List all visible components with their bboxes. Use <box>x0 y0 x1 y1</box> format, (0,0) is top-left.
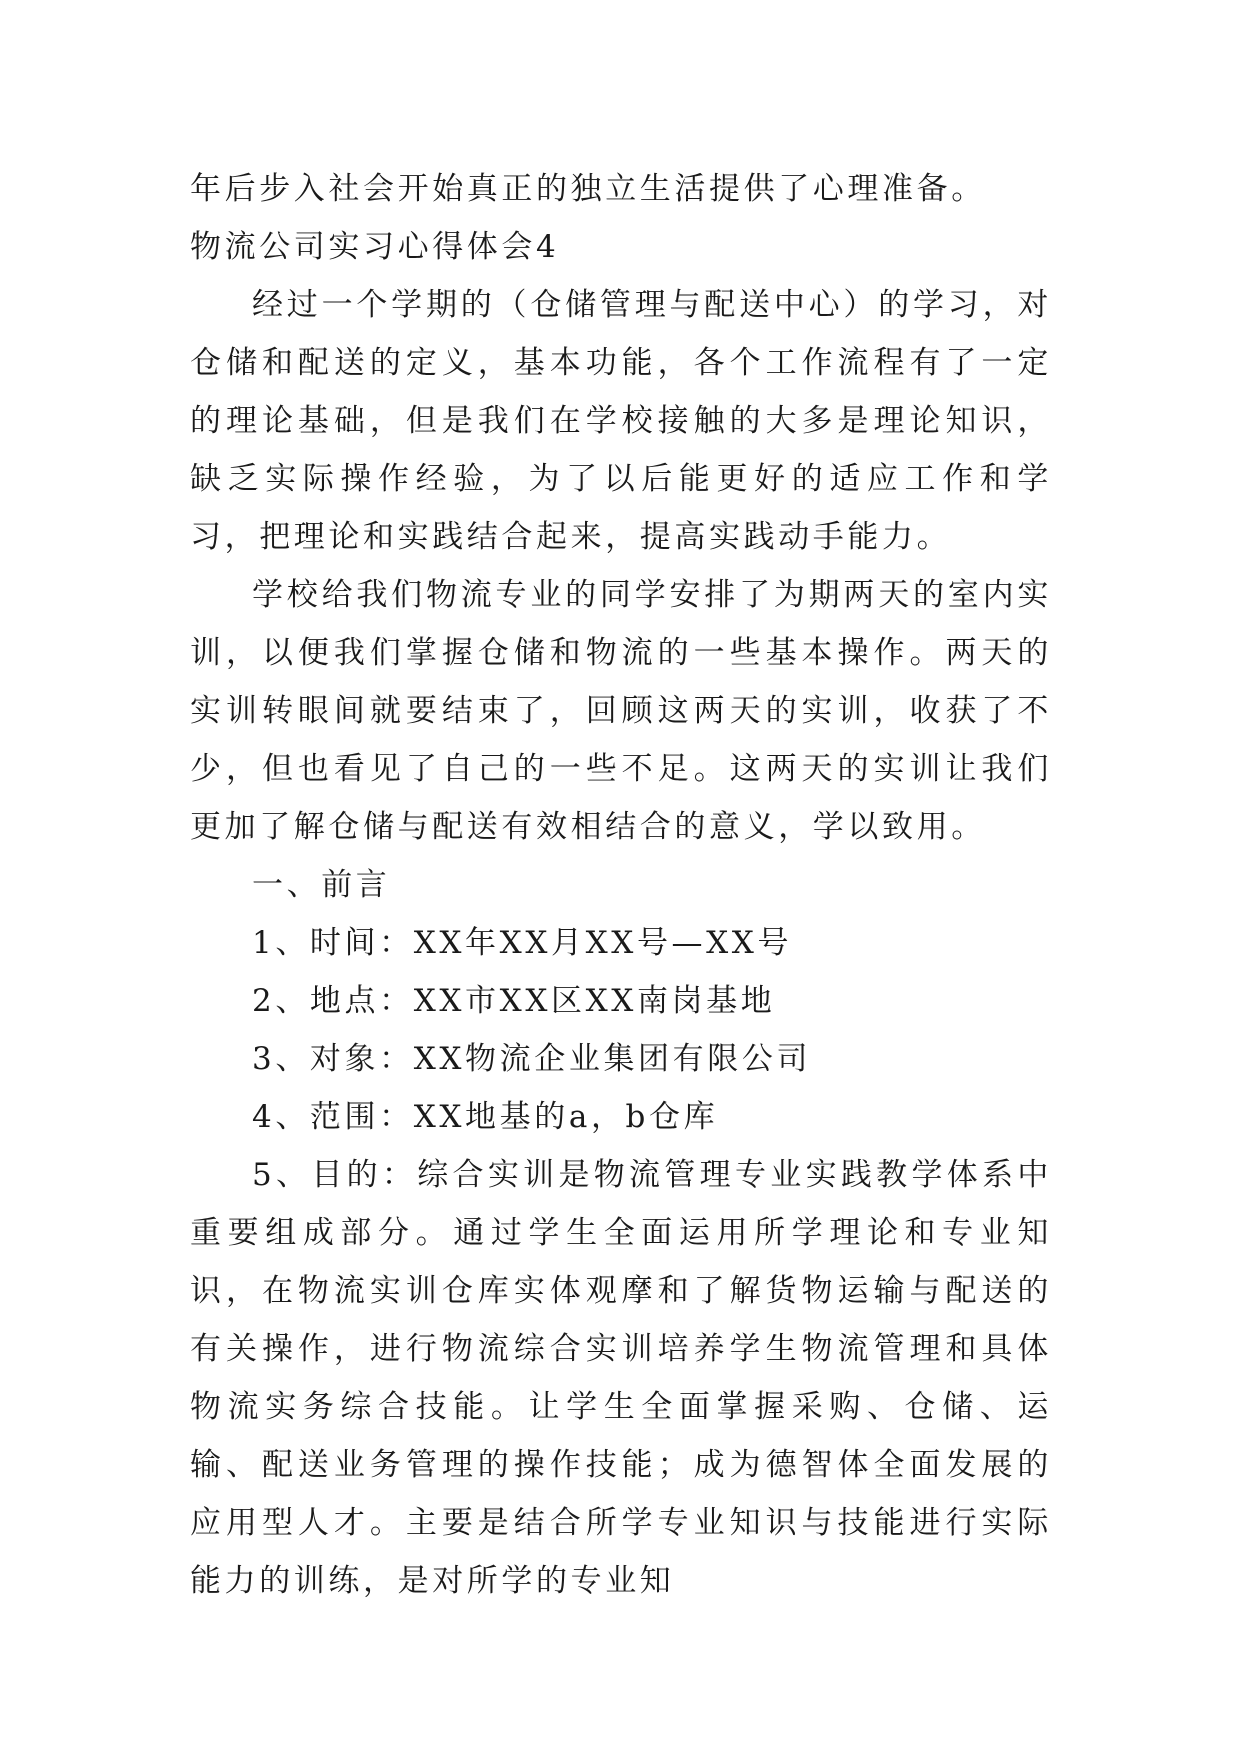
list-item-purpose: 5、目的：综合实训是物流管理专业实践教学体系中重要组成部分。通过学生全面运用所学理论和专业知识，在物流实训仓库实体观摩和了解货物运输与配送的有关操作，进行物流综合实训培养学生物流管理和具体物流实务综合技能。让学生全面掌握采购、仓储、运输、配送业务管理的操作技能；成为德智体全面发展的应用型人才。主要是结合所学专业知识与技能进行实际能力的训练，是对所学的专业知 <box>190 1157 1052 1599</box>
document-body <box>190 160 1052 1610</box>
lead-line: 年后步入社会开始真正的独立生活提供了心理准备。 <box>190 171 986 207</box>
paragraph-1: 经过一个学期的（仓储管理与配送中心）的学习，对仓储和配送的定义，基本功能，各个工作流程有了一定的理论基础，但是我们在学校接触的大多是理论知识，缺乏实际操作经验，为了以后能更好的适应工作和学习，把理论和实践结合起来，提高实践动手能力。 <box>190 287 1052 555</box>
list-item-target: 3、对象：XX物流企业集团有限公司 <box>252 1041 812 1077</box>
section-title: 物流公司实习心得体会4 <box>190 229 560 265</box>
list-item-location: 2、地点：XX市XX区XX南岗基地 <box>252 983 776 1019</box>
list-item-scope: 4、范围：XX地基的a，b仓库 <box>252 1099 719 1135</box>
paragraph-2: 学校给我们物流专业的同学安排了为期两天的室内实训，以便我们掌握仓储和物流的一些基本操作。两天的实训转眼间就要结束了，回顾这两天的实训，收获了不少，但也看见了自己的一些不足。这两天的实训让我们更加了解仓储与配送有效相结合的意义，学以致用。 <box>190 577 1052 845</box>
list-item-time: 1、时间：XX年XX月XX号—XX号 <box>252 925 793 961</box>
heading-preface: 一、前言 <box>252 867 391 903</box>
